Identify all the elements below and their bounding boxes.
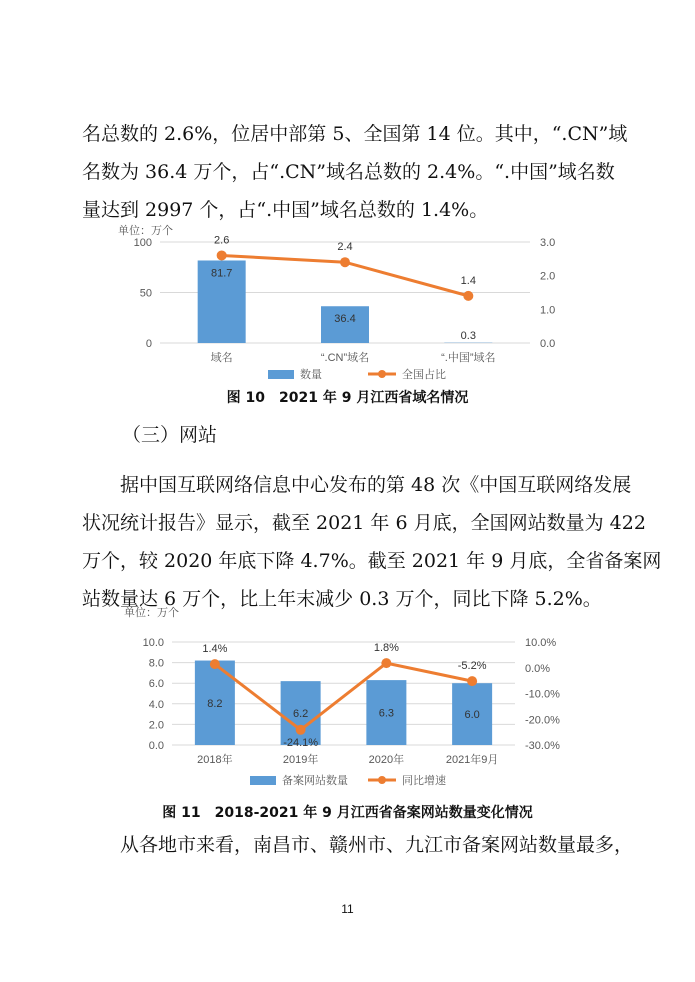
line-value-label: 1.4%: [202, 643, 228, 656]
y-right-tick-label: 2.0: [540, 270, 556, 283]
legend-bar-label: 备案网站数量: [282, 775, 348, 787]
text-line: 量达到 2997 个，占“.中国”域名总数的 1.4%。: [82, 199, 489, 221]
bar-value-label: 6.2: [292, 708, 309, 721]
text-line: 名总数的 2.6%，位居中部第 5、全国第 14 位。其中，“.CN”域: [82, 123, 628, 145]
y-left-tick-label: 2.0: [148, 719, 164, 732]
domain-chart: [110, 222, 590, 384]
legend-bar-label: 数量: [300, 369, 322, 381]
x-tick-label: 2021年9月: [445, 754, 499, 766]
closing-paragraph: [82, 826, 634, 864]
y-left-tick-label: 10.0: [142, 637, 164, 649]
line-point: [210, 659, 220, 669]
y-right-tick-label: -20.0%: [525, 714, 560, 727]
line-value-label: 1.4: [460, 274, 476, 287]
y-right-tick-label: 0.0%: [525, 662, 551, 675]
x-tick-label: 2018年: [197, 754, 233, 766]
line-point: [340, 257, 350, 267]
text-line: 站数量达 6 万个，比上年末减少 0.3 万个，同比下降 5.2%。: [82, 588, 602, 610]
y-right-tick-label: -30.0%: [525, 740, 560, 752]
line-point: [467, 676, 477, 686]
bar-value-label: 0.3: [460, 330, 476, 342]
legend-line-label: 全国占比: [402, 369, 446, 381]
line-point: [296, 725, 306, 735]
y-right-tick-label: 10.0%: [525, 637, 557, 649]
line-value-label: 2.4: [337, 241, 353, 254]
line-point: [381, 658, 391, 668]
text-line: 万个，较 2020 年底下降 4.7%。截至 2021 年 9 月底，全省备案网: [82, 550, 662, 572]
line-value-label: -24.1%: [283, 736, 319, 749]
chart-svg: [110, 598, 590, 794]
y-left-tick-label: 0.0: [148, 740, 164, 752]
website-chart: [110, 598, 590, 794]
line-series: [215, 663, 472, 730]
y-left-tick-label: 6.0: [148, 678, 164, 691]
y-left-tick-label: 100: [133, 237, 152, 249]
bar-value-label: 6.3: [378, 707, 395, 720]
text-line: 从各地市来看，南昌市、赣州市、九江市备案网站数量最多，: [120, 834, 634, 856]
legend-line-marker: [378, 776, 386, 784]
bar-value-label: 8.2: [207, 697, 223, 710]
line-point: [463, 291, 473, 301]
legend-bar-swatch: [250, 776, 276, 785]
x-tick-label: 2020年: [368, 754, 405, 766]
text-line: 据中国互联网络信息中心发布的第 48 次《中国互联网络发展: [120, 474, 632, 496]
y-left-tick-label: 8.0: [148, 657, 164, 670]
text-line: 名数为 36.4 万个，占“.CN”域名总数的 2.4%。“.中国”域名数: [82, 161, 615, 183]
section-heading: （三）网站: [122, 424, 218, 446]
x-tick-label: “.中国”域名: [441, 352, 496, 364]
figure-10-caption: 图 10 2021 年 9 月江西省域名情况: [226, 390, 469, 406]
y-right-tick-label: 1.0: [540, 304, 556, 317]
line-value-label: 1.8%: [373, 642, 399, 655]
intro-paragraph: [82, 115, 628, 229]
page-number: 11: [341, 902, 354, 916]
y-right-tick-label: 0.0: [540, 338, 556, 350]
y-right-tick-label: 3.0: [540, 237, 556, 249]
legend-line-marker: [378, 370, 386, 378]
bar-value-label: 6.0: [464, 709, 480, 722]
legend-bar-swatch: [268, 370, 294, 379]
chart-svg: [110, 222, 590, 384]
unit-label: 单位：万个: [118, 225, 173, 237]
figure-11-caption: 图 11 2018-2021 年 9 月江西省备案网站数量变化情况: [162, 805, 533, 821]
text-line: 状况统计报告》显示，截至 2021 年 6 月底，全国网站数量为 422: [82, 512, 646, 534]
line-value-label: -5.2%: [457, 660, 487, 673]
line-value-label: 2.6: [214, 234, 230, 247]
x-tick-label: “.CN”域名: [320, 352, 370, 364]
legend-line-label: 同比增速: [402, 775, 446, 787]
x-tick-label: 域名: [210, 352, 233, 364]
y-right-tick-label: -10.0%: [525, 688, 560, 701]
y-left-tick-label: 50: [139, 287, 152, 300]
website-paragraph: [82, 466, 662, 618]
bar-value-label: 81.7: [210, 267, 233, 280]
y-left-tick-label: 0: [145, 338, 152, 350]
y-left-tick-label: 4.0: [148, 698, 164, 711]
bar-value-label: 36.4: [334, 313, 356, 326]
line-point: [217, 250, 227, 260]
unit-label: 单位：万个: [124, 607, 179, 619]
x-tick-label: 2019年: [282, 754, 319, 766]
